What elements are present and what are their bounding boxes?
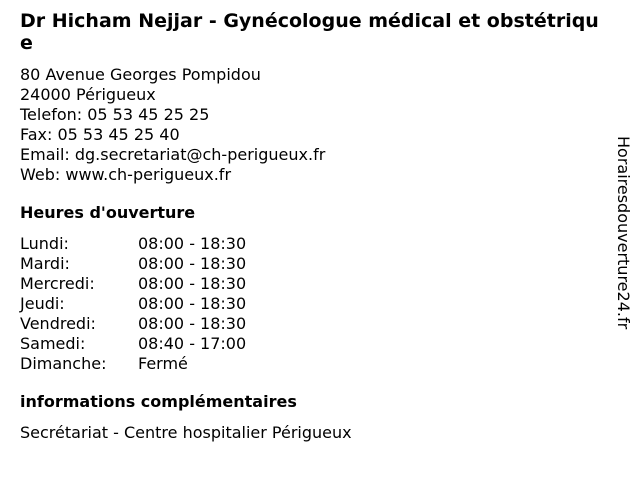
hours-row-monday bbox=[20, 234, 600, 254]
day-label: Mardi: bbox=[20, 254, 70, 273]
hours-row-tuesday bbox=[20, 254, 600, 274]
practice-card bbox=[20, 10, 600, 443]
day-label: Vendredi: bbox=[20, 314, 96, 333]
site-brand-vertical[interactable]: Horairesdouverture24.fr bbox=[614, 136, 633, 330]
hours-row-thursday bbox=[20, 294, 600, 314]
hours-row-wednesday bbox=[20, 274, 600, 294]
hours-row-sunday bbox=[20, 354, 600, 374]
time-value: 08:00 - 18:30 bbox=[138, 314, 247, 333]
hours-heading: Heures d'ouverture bbox=[20, 203, 196, 222]
website-line[interactable]: Web: www.ch-perigueux.fr bbox=[20, 165, 232, 184]
hours-table bbox=[20, 234, 600, 374]
info-text: Secrétariat - Centre hospitalier Périgueux bbox=[20, 423, 352, 442]
fax-line: Fax: 05 53 45 25 40 bbox=[20, 125, 180, 144]
contact-block bbox=[20, 65, 600, 185]
email-line[interactable]: Email: dg.secretariat@ch-perigueux.fr bbox=[20, 145, 326, 164]
page-title: Dr Hicham Nejjar - Gynécologue médical et obstétrique bbox=[20, 10, 599, 54]
time-value: 08:00 - 18:30 bbox=[138, 274, 247, 293]
day-label: Jeudi: bbox=[20, 294, 65, 313]
day-label: Dimanche: bbox=[20, 354, 107, 373]
time-value: Fermé bbox=[138, 354, 188, 373]
day-label: Mercredi: bbox=[20, 274, 95, 293]
hours-row-friday bbox=[20, 314, 600, 334]
time-value: 08:00 - 18:30 bbox=[138, 294, 247, 313]
info-heading: informations complémentaires bbox=[20, 392, 297, 411]
hours-row-saturday bbox=[20, 334, 600, 354]
city-line: 24000 Périgueux bbox=[20, 85, 156, 104]
time-value: 08:00 - 18:30 bbox=[138, 254, 247, 273]
phone-line[interactable]: Telefon: 05 53 45 25 25 bbox=[20, 105, 210, 124]
street-address: 80 Avenue Georges Pompidou bbox=[20, 65, 261, 84]
day-label: Samedi: bbox=[20, 334, 86, 353]
time-value: 08:40 - 17:00 bbox=[138, 334, 247, 353]
day-label: Lundi: bbox=[20, 234, 69, 253]
time-value: 08:00 - 18:30 bbox=[138, 234, 247, 253]
